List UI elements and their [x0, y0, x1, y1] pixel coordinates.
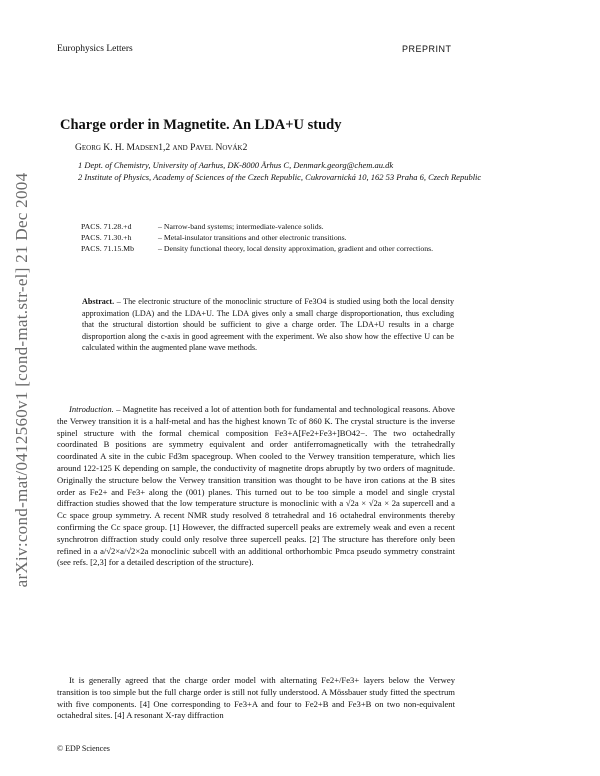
pacs-code: PACS. 71.28.+d [81, 222, 132, 231]
section-label: Introduction. [69, 404, 114, 414]
paragraph-text: It is generally agreed that the charge order model with alternating Fe2+/Fe3+ layers below the Verwey transition is too simple but the full charge order is still not fully understood. A Mössbauer study fitted the spectrum with five components. [4] One corresponding to Fe3+A and four to Fe2+B and Fe3+B on two non-equivalent octahedral sites. [4] A resonant X-ray diffraction [57, 675, 455, 721]
abstract [82, 296, 454, 354]
pacs-description: – Density functional theory, local density approximation, gradient and other corrections. [158, 244, 434, 253]
pacs-description: – Metal-insulator transitions and other electronic transitions. [158, 233, 347, 242]
journal-name: Europhysics Letters [57, 44, 133, 54]
affiliation-1: 1 Dept. of Chemistry, University of Aarhus, DK-8000 Århus C, Denmark.georg@chem.au.dk [78, 160, 394, 170]
pacs-code: PACS. 71.15.Mb [81, 244, 135, 253]
preprint-label: PREPRINT [402, 44, 452, 54]
arxiv-sidebar [6, 160, 38, 600]
pacs-description: – Narrow-band systems; intermediate-valence solids. [158, 222, 324, 231]
arxiv-identifier[interactable]: arXiv:cond-mat/0412560v1 [cond-mat.str-el] 21 Dec 2004 [12, 172, 31, 588]
body-paragraph-2 [57, 675, 455, 722]
affiliation-2: 2 Institute of Physics, Academy of Sciences of the Czech Republic, Cukrovarnická 10, 162 53 Praha 6, Czech Republic [78, 172, 482, 182]
author-list: Georg K. H. Madsen1,2 and Pavel Novák2 [75, 143, 248, 153]
abstract-text: – The electronic structure of the monoclinic structure of Fe3O4 is studied using both the local density approximation (LDA) and the LDA+U. The LDA gives only a small charge disproportionation, thus excluding that the structural distortion should be sufficient to give a charge order. The LDA+U results in a charge disproportion along the c-axis in good agreement with the experiment. We also show how the effective U can be calculated within the augmented plane wave methods. [82, 297, 454, 352]
paper-title: Charge order in Magnetite. An LDA+U study [60, 117, 342, 133]
paragraph-text: – Magnetite has received a lot of attention both for fundamental and technological reasons. Above the Verwey transition it is a half-metal and has the highest known Tc of 860 K. The crystal structure is the inverse spinel structure with the formal chemical composition Fe3+A[Fe2+Fe3+]BO42−. The two octahedrally coordinated B positions are symmetry equivalent and order antiferromagnetically with the tetrahedrally coordinated A site in the cubic Fd3m spacegroup. When cooled to the Verwey transition temperature, which lies around 122-125 K depending on sample, the conductivity of magnetite drops abruptly by two orders of magnitude. Originally the structure below the Verwey transition transition was thought to be have iron cations at the B sites order as Fe2+ and Fe3+ along the (001) planes. This turned out to be too simple a model and single crystal diffraction studies showed that the low temperature structure is monoclinic with a √2a × √2a × 2a supercell and a Cc space group symmetry. A recent NMR study resolved 8 tetrahedral and 16 octahedral environments thereby confirming the Cc space group. [1] However, the diffracted supercell peaks are extremely weak and even a recent synchrotron diffraction study could only resolve three supercell peaks. [2] The structure has therefore only been refined in a a/√2×a/√2×2a monoclinic subcell with an additional orthorhombic Pmca pseudo symmetry constraint (see refs. [2,3] for a detailed description of the structure). [57, 404, 455, 568]
body-paragraph-1 [57, 404, 455, 569]
abstract-label: Abstract. [82, 297, 115, 306]
copyright-notice: © EDP Sciences [57, 744, 110, 753]
pacs-code: PACS. 71.30.+h [81, 233, 132, 242]
